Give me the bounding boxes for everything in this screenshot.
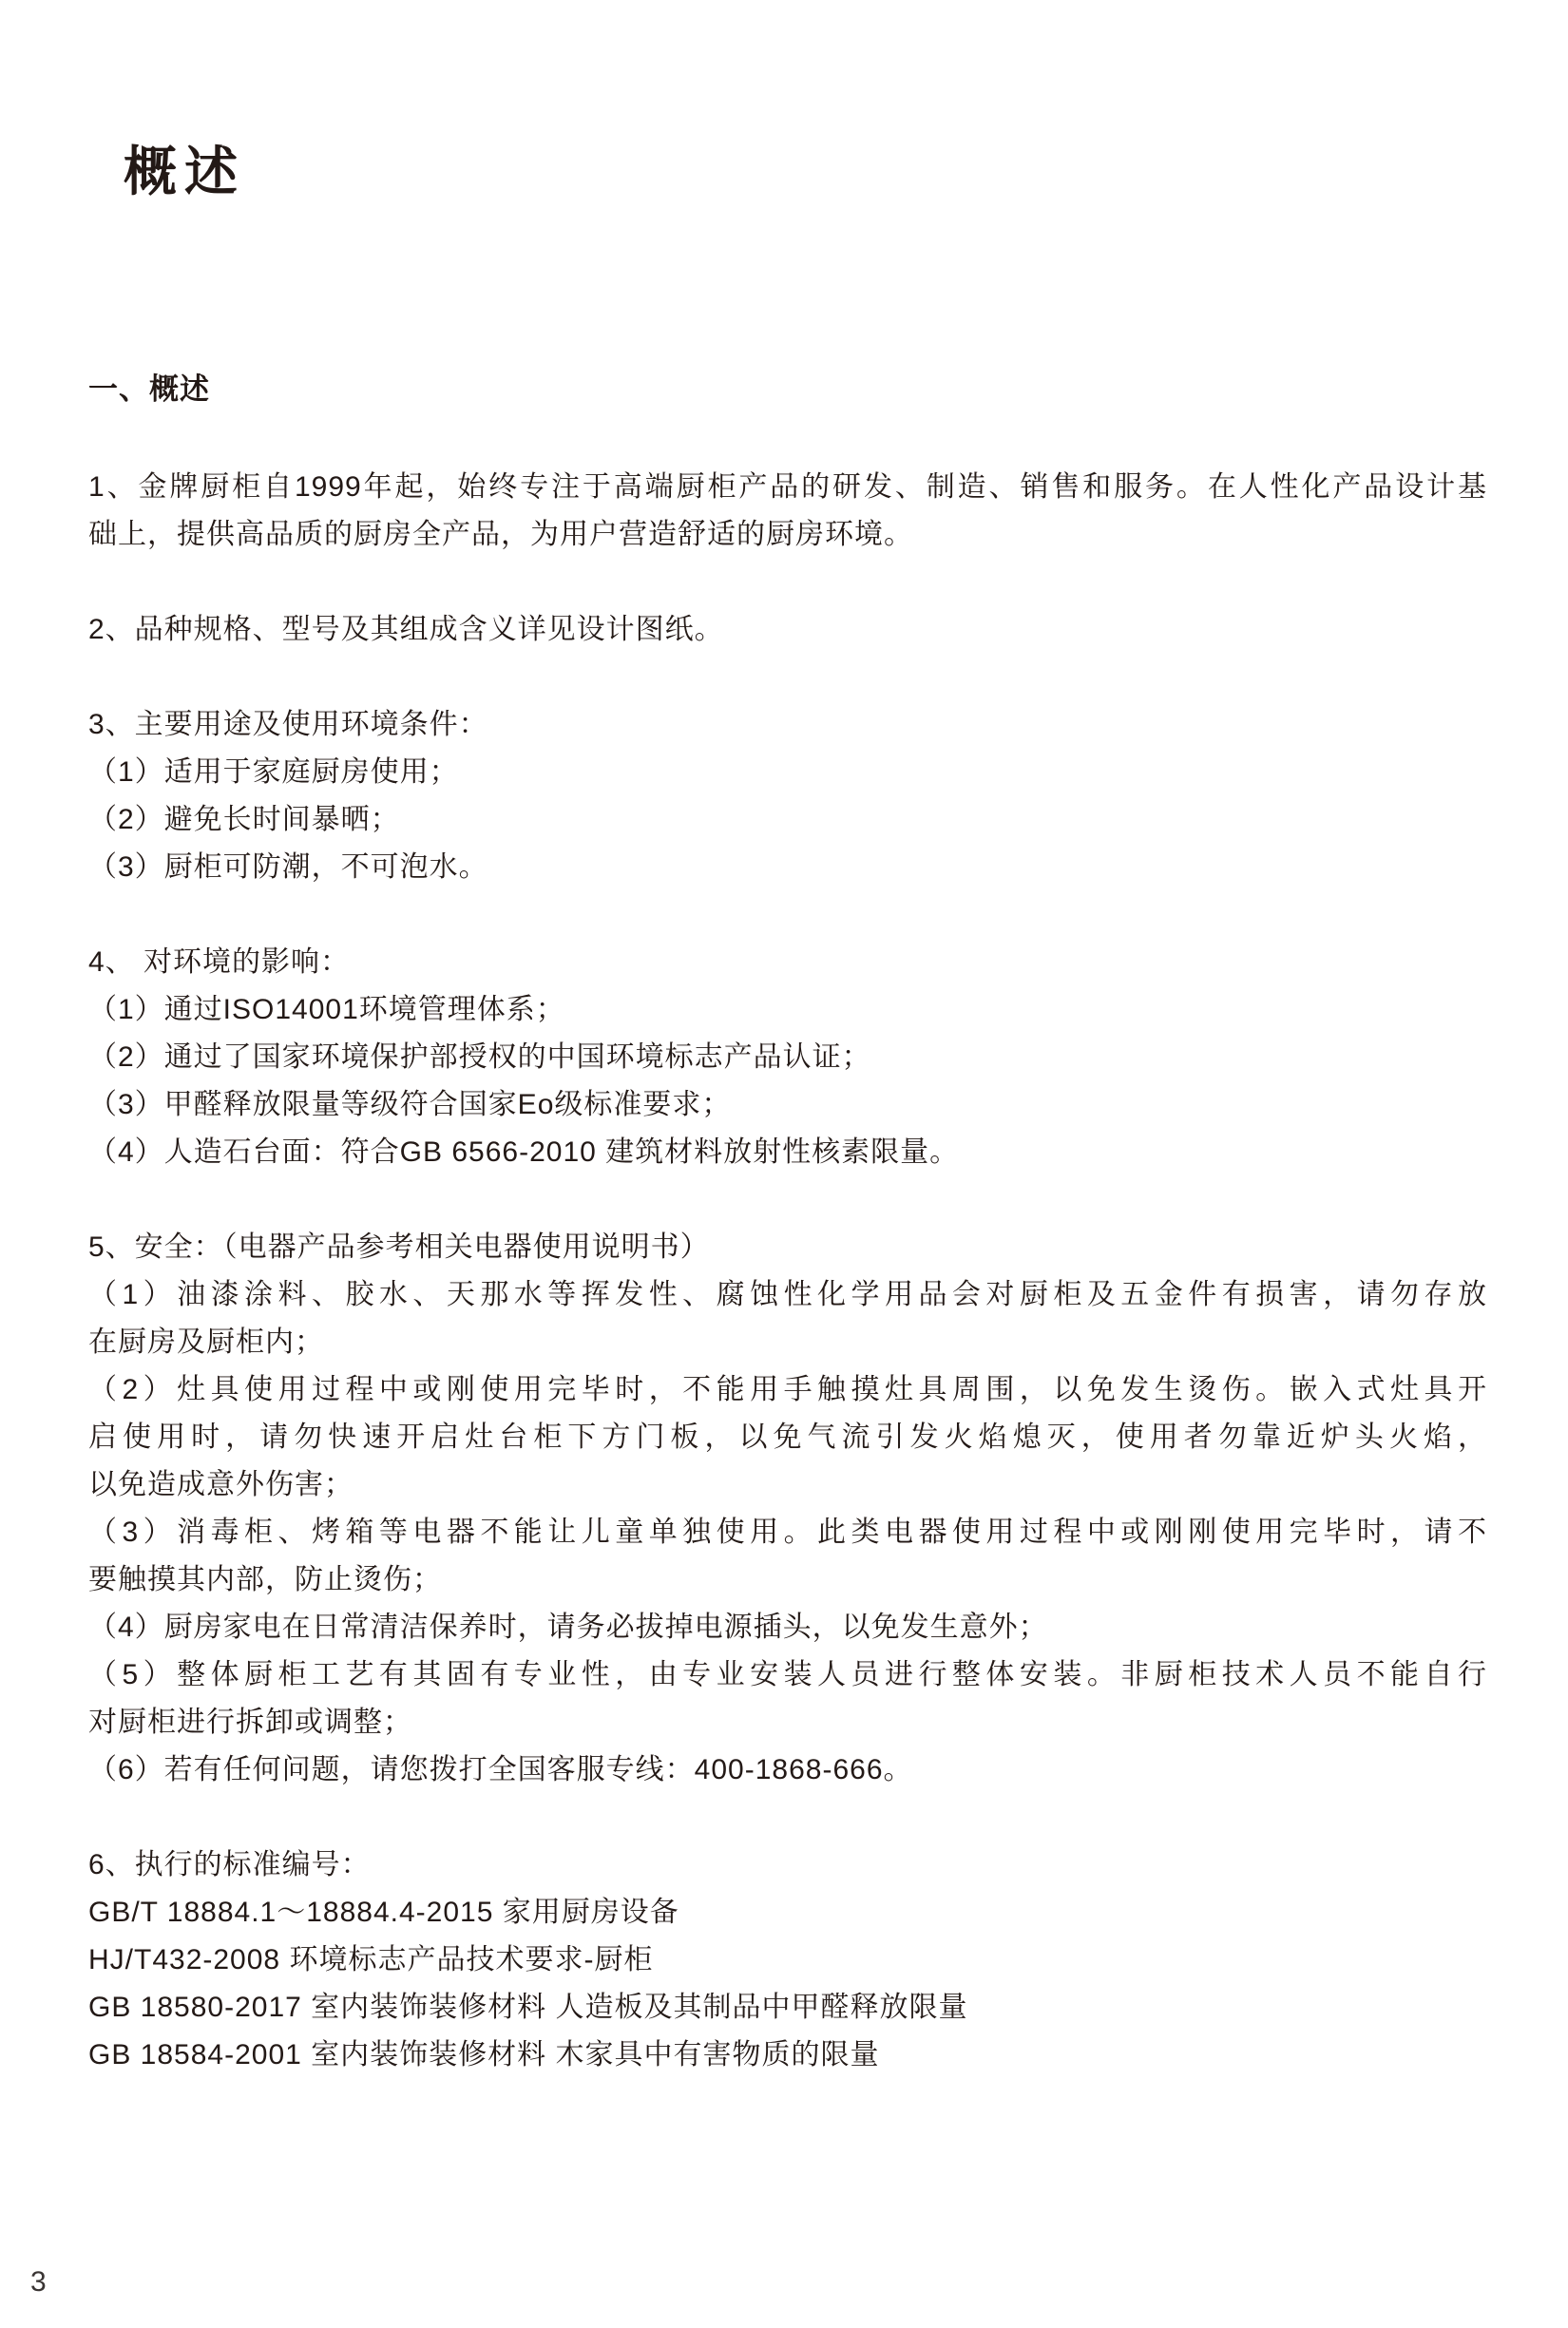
text-line: （2）灶具使用过程中或刚使用完毕时，不能用手触摸灶具周围，以免发生烫伤。嵌入式灶具开 [88, 1374, 1487, 1405]
page-number: 3 [30, 2266, 47, 2298]
content-section [88, 939, 1487, 1176]
section-heading: 一、概述 [88, 372, 210, 406]
text-line: 础上，提供高品质的厨房全产品，为用户营造舒适的厨房环境。 [88, 519, 913, 550]
text-line: 2、品种规格、型号及其组成含义详见设计图纸。 [88, 614, 724, 645]
text-line: 在厨房及厨柜内； [88, 1326, 324, 1358]
text-line: 4、 对环境的影响： [88, 946, 351, 978]
text-line: GB 18584-2001 室内装饰装修材料 木家具中有害物质的限量 [88, 2039, 880, 2070]
document-title: 概述 [124, 142, 245, 201]
content-section [88, 701, 1487, 891]
text-line: GB 18580-2017 室内装饰装修材料 人造板及其制品中甲醛释放限量 [88, 1992, 968, 2023]
text-line: （4）厨房家电在日常清洁保养时，请务必拔掉电源插头，以免发生意外； [88, 1612, 1048, 1643]
content-section [88, 1841, 1487, 2079]
text-line: 3、主要用途及使用环境条件： [88, 709, 488, 740]
text-line: （3）消毒柜、烤箱等电器不能让儿童单独使用。此类电器使用过程中或刚刚使用完毕时，请不 [88, 1517, 1487, 1548]
text-line: 6、执行的标准编号： [88, 1849, 371, 1880]
content-section [88, 606, 1487, 654]
text-line: （2）避免长时间暴晒； [88, 804, 400, 835]
text-line: 对厨柜进行拆卸或调整； [88, 1707, 412, 1738]
text-line: （6）若有任何问题，请您拨打全国客服专线：400-1868-666。 [88, 1754, 913, 1785]
text-line: （1）通过ISO14001环境管理体系； [88, 994, 565, 1025]
text-line: 5、安全：（电器产品参考相关电器使用说明书） [88, 1231, 710, 1263]
text-line: （5）整体厨柜工艺有其固有专业性，由专业安装人员进行整体安装。非厨柜技术人员不能自行 [88, 1659, 1487, 1690]
text-line: 1、金牌厨柜自1999年起，始终专注于高端厨柜产品的研发、制造、销售和服务。在人性化产品设计基 [88, 471, 1487, 503]
text-line: （4）人造石台面：符合GB 6566-2010 建筑材料放射性核素限量。 [88, 1136, 960, 1168]
document-body [88, 464, 1487, 2079]
text-line: 要触摸其内部，防止烫伤； [88, 1564, 442, 1595]
text-line: GB/T 18884.1～18884.4-2015 家用厨房设备 [88, 1897, 679, 1928]
text-line: （2）通过了国家环境保护部授权的中国环境标志产品认证； [88, 1041, 871, 1073]
text-line: HJ/T432-2008 环境标志产品技术要求-厨柜 [88, 1944, 654, 1975]
text-line: （3）甲醛释放限量等级符合国家Eo级标准要求； [88, 1089, 732, 1120]
content-section [88, 464, 1487, 559]
text-line: （3）厨柜可防潮，不可泡水。 [88, 851, 488, 883]
text-line: （1）油漆涂料、胶水、天那水等挥发性、腐蚀性化学用品会对厨柜及五金件有损害，请勿存放 [88, 1279, 1487, 1310]
content-section [88, 1224, 1487, 1794]
text-line: 以免造成意外伤害； [88, 1469, 354, 1500]
text-line: 启使用时，请勿快速开启灶台柜下方门板，以免气流引发火焰熄灭，使用者勿靠近炉头火焰， [88, 1422, 1487, 1453]
text-line: （1）适用于家庭厨房使用； [88, 756, 459, 788]
